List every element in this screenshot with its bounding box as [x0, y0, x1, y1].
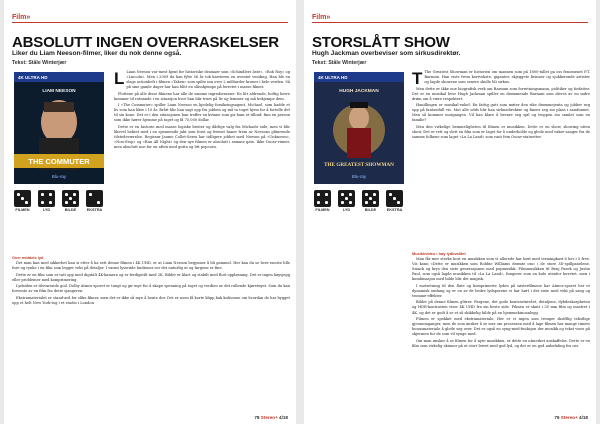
die-pip: [349, 193, 352, 196]
die-pip: [65, 201, 68, 204]
die-pip: [73, 201, 76, 204]
body-paragraph: Men den virkelige hemmeligheten til filmen er musikken. Dette er en show, showing utten show. Det er rett og slett en film som er laget for å underholde og glede med vakre sanger fra de samme folkene som laget «La La Land» som vant fem Oscar-statuetter.: [412, 124, 590, 140]
section-label: Film»: [12, 14, 31, 21]
die-pip: [373, 201, 376, 204]
body-paragraph: Det man kan med sikkerhet kan si etter å ha sett denne filmen i 4K UHD, er at Liam Neeson begynner å bli gammel. Her kan du se hver eneste lille fure og rynke i en film som legger vekt på detaljer. I varmt lyserøde hudtoner ser det naturlig ut og fargene er fine.: [12, 261, 290, 271]
body-paragraph: Handlingen er musikal-enkel: En fattig gutt som møter den rike drømmejenta og jobber seg opp på fantasifull vis. Mot alle odds blir han sirkusdirektør og finner seg sin plass i samfunnet. Men så kommer motgangen. Vil han klare å bevare seg sjøl og troppen sin samlet som en familie?: [412, 103, 590, 123]
body-paragraph: Man får mer sterke kort en musikken som vi allerede har hørt med termingkast 6 her i 5 free. Vis konn «Dette er musikken som Robbie Williams drømte om» i de store 3D-spillpanelene. Smack og krys den siste generasjonen med popmusikk. Filmmusikken til Benj Pasek og Justin Paul, som også lagde musikken til «La La Land», fungerer som en kule utenfor lerretet, men i kombinasjon med bilde blir det magisk.: [412, 257, 590, 282]
die-pip: [317, 201, 320, 204]
drop-cap: L: [114, 70, 125, 88]
die-pip: [89, 193, 92, 196]
drop-cap: T: [412, 70, 423, 88]
section-rule: [12, 22, 288, 23]
body-paragraph: L Liam Neeson var mest kjent for historiske dramaer som «Schindlers liste», «Rob Roy» og «Lincoln». Men i 2009 da han fylte 56 år tok karrieren en uventet vending. Han ble en slags actionhelt i filmen «Taken» som spilte inn over 2 milliarder kroner i hele verden. Så på sine gamle dager har han blitt en slåsskjempe på lerretet i masse filmer.: [114, 70, 290, 90]
article-subhead: Over middels lyd: [12, 255, 44, 260]
article-headline: STORSLÅTT SHOW: [312, 34, 450, 51]
body-paragraph: Ekstramaterialet er stand-ard for slike filmer, men det er ikke så mye å hente der. Det er noen få korte klipp bak kulissene om hvordan de har bygget opp et helt New York-tog i et studio i London.: [12, 295, 290, 305]
page-number: 78: [254, 415, 260, 420]
die-pip: [341, 201, 344, 204]
die-pip: [49, 201, 52, 204]
die-pip: [97, 201, 100, 204]
die-pip: [25, 201, 28, 204]
body-paragraph: T The Greatest Showman er historien om mannen som på 1800-tallet ga oss fenomenet P.T. Barnum. Han viste frem kortvokste, giganter, skjeggete kvinner og sjokkerende artister og lagde showene som senere skulle bli sirkus.: [412, 70, 590, 88]
body-paragraph: Plottene på alle disse filmene har alle de samme ingrediensene: En litt aldrende, hoftig herre kommer til rotnande i en situasjon hvor han blir truet på liv og lemmer og må bekjempe dem.: [114, 91, 290, 101]
rating-label: FILMEN: [15, 208, 30, 212]
page-footer: [254, 415, 288, 420]
rating-dice: [314, 190, 406, 212]
section-rule: [312, 22, 588, 23]
rating-label: EKSTRA: [386, 208, 403, 212]
body-paragraph: Men dette er ikke noe biografisk verk om Barnum som forretningsmann, politiker og forfatter. Det er en musikal hvor Hugh Jackman spiller en drømmende Barnum som drives av en indre drøm om å være respektert.: [412, 86, 590, 101]
cover-brand: Blu-ray: [351, 174, 367, 179]
die-pip: [17, 193, 20, 196]
article-lead: Liker du Liam Neeson-filmer, liker du nok denne også.: [12, 50, 182, 57]
body-paragraph: Bildet på denne filmen glitrer. Fargene, det gode kontrastnivået, detaljene, dybdeskarpheten og HDR-kontrasten viser 4K UHD fra sin beste side. Filmen er skutt i 35 mm film og mastret i 4K, og det er godt å se et så skikkelig bilde på en hjemmekinoanlegg.: [412, 300, 590, 315]
die-pip: [389, 193, 392, 196]
cover-actor: LIAM NEESON: [42, 89, 76, 94]
section-label: Film»: [312, 14, 331, 21]
cover-actor: HUGH JACKMAN: [339, 89, 379, 94]
page-footer: [554, 415, 588, 420]
bluray-cover-image: [14, 72, 104, 184]
die-pip: [365, 201, 368, 204]
article-text-upper: [412, 70, 590, 246]
right-page: [304, 0, 596, 424]
issue-number: 4/18: [279, 415, 288, 420]
die-pip: [49, 193, 52, 196]
die-pip: [341, 193, 344, 196]
body-paragraph: I «The Commuter» spiller Liam Neeson en kjedelig forsikringsagent, Michael, som hadde et liv som han likte i 10 år. Brått blir han sagt opp fra jobben og må ta toget hjem for å fortelle det til sin kone. Det er i den situasjonen han treffer en kvinne som gir ham et tilbud: finn en person som ikke hører hjemme på toget og få 75.000 dollar.: [114, 103, 290, 123]
die-pip: [69, 197, 72, 200]
rating-die-sound: [38, 190, 55, 207]
issue-number: 4/18: [579, 415, 588, 420]
die-pip: [345, 197, 348, 200]
rating-label: EKSTRA: [86, 208, 103, 212]
article-byline: Tekst: Ståle Winterjær: [312, 60, 367, 66]
die-pip: [317, 193, 320, 196]
body-paragraph: Dette er en historie med masse logiske brister og dårlige valg fra Michaels side, men vi blir likevel hektet med i en spennende jakt som forst og fremst baner frem av Neesons glimrende tilstedeværelse. Regissør Jaume Collet-Serra har tidligere jobbet med Neeson på «Unknown», «Non-Stop» og «Run All Night» og den nye filmen er absolutt i samme gate. Ikke Oscar-vinner, men absolutt noe for en aften med gutta og litt popcorn.: [114, 124, 290, 150]
article-text-lower: [412, 248, 590, 402]
page-number: 79: [554, 415, 560, 420]
rating-die-picture: [62, 190, 79, 207]
rating-die-film: [14, 190, 31, 207]
cover-title: THE COMMUTER: [28, 157, 90, 166]
die-pip: [21, 197, 24, 200]
die-pip: [373, 193, 376, 196]
rating-dice: [14, 190, 106, 212]
rating-label: BILDE: [64, 208, 77, 212]
cover-badge: 4K ULTRA HD: [18, 75, 48, 80]
body-paragraph: Lydsiden er tilsvarende god. Dolby Atmos-sporet er tungt og gir mye for å skape spenning på toget og verdien av det rullende kjøretøyet. Som du kan forvente av en film fra dette sjangeren.: [12, 284, 290, 294]
rating-die-picture: [362, 190, 379, 207]
article-subhead: Musikkvideo i høy lydkvalitet: [412, 251, 466, 256]
rating-label: LYD: [342, 208, 351, 212]
magazine-name: Stereo+: [260, 415, 278, 420]
article-lead: Hugh Jackman overbeviser som sirkusdirektør.: [312, 50, 461, 57]
rating-die-sound: [338, 190, 355, 207]
rating-die-film: [314, 190, 331, 207]
article-headline: ABSOLUTT INGEN OVERRASKELSER: [12, 34, 279, 51]
die-pip: [41, 201, 44, 204]
cover-badge: 4K ULTRA HD: [318, 75, 348, 80]
body-paragraph: Filmen er spekket med ekstramateriale. Her er vi ingen som trenger skriftlig tekstlige gjennomganger, men de som ønsker å se mer om prosessen med å lage filmen har mange timers bonusmateriale å glede seg over. Det er også en syng-med-funksjon der musikk og tekst vises på skjermen for de som vil synge med.: [412, 317, 590, 337]
article-byline: Tekst: Ståle Winterjær: [12, 60, 67, 66]
rating-die-extras: [386, 190, 403, 207]
rating-label: BILDE: [364, 208, 377, 212]
body-paragraph: I motsetning til den flate og komprimerte lyden på søsterfilmene har Atmos-sporet her et dynamisk omfang og er en av de bedre lydsporene vi har hørt i det siste med vekt på sang og tromme-effekter.: [412, 283, 590, 298]
rating-label: LYD: [42, 208, 51, 212]
die-pip: [397, 201, 400, 204]
body-paragraph: Dette er en film som er tatt opp med digitalt 4K-kamera og er ferdigstilt med 2K. Bildet er klart og stabilt med flott oppløsning. Det er ingen høysjegg eller problemer med komprimering.: [12, 272, 290, 282]
bluray-cover-image: [314, 72, 404, 184]
left-page: [4, 0, 296, 424]
die-pip: [73, 193, 76, 196]
die-pip: [325, 193, 328, 196]
die-pip: [65, 193, 68, 196]
article-text-lower: [12, 252, 290, 400]
magazine-name: Stereo+: [560, 415, 578, 420]
cover-title: THE GREATEST SHOWMAN: [324, 162, 394, 168]
die-pip: [369, 197, 372, 200]
body-paragraph: Om man ønsker å se filmen for å nyte musikken, er dette en utmerket anskaffelse. Dette er en film som virkelig skinner på et stort lerret med god lyd, og det er en god anbefaling fra oss.: [412, 338, 590, 348]
rating-label: FILMEN: [315, 208, 330, 212]
die-pip: [365, 193, 368, 196]
article-text-upper: [114, 70, 290, 246]
cover-brand: Blu-ray: [51, 174, 67, 179]
die-pip: [41, 193, 44, 196]
die-pip: [349, 201, 352, 204]
rating-die-extras: [86, 190, 103, 207]
die-pip: [393, 197, 396, 200]
die-pip: [325, 201, 328, 204]
